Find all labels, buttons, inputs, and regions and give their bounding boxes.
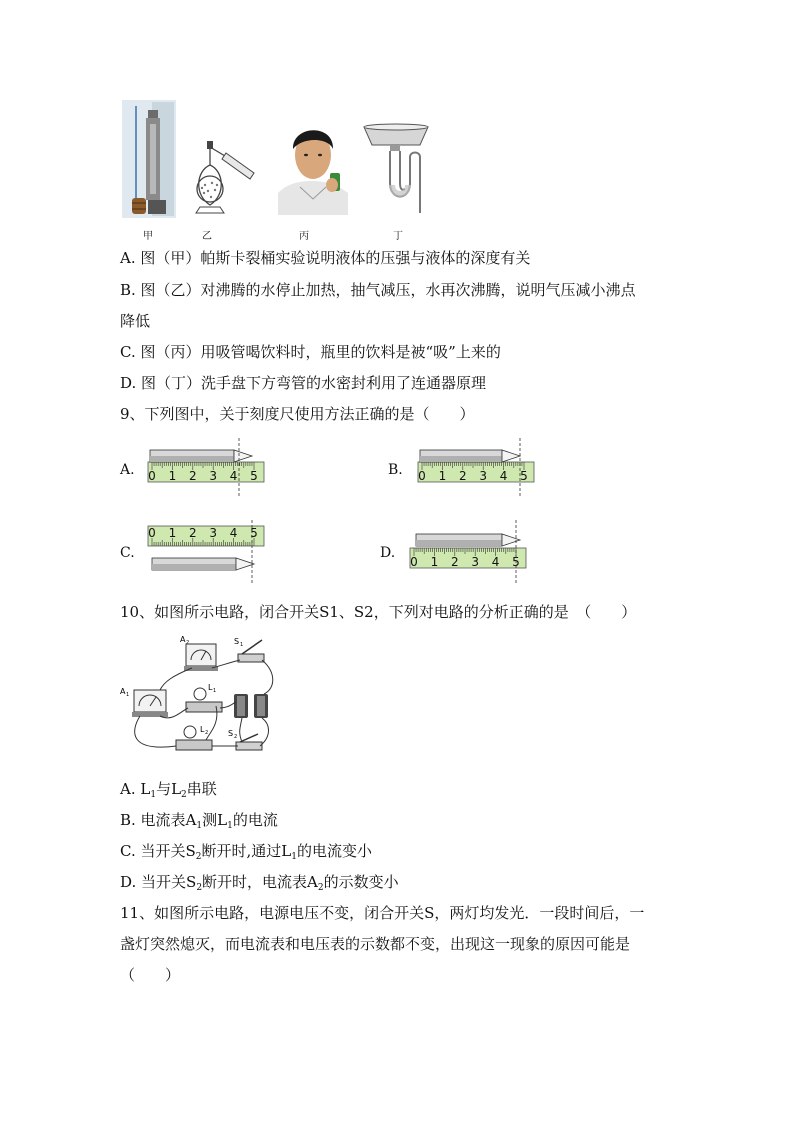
q11-stem-line-3: （ ） [120,966,181,984]
ruler-tick-label: 3 [209,469,218,483]
ruler-tick-label: 4 [499,469,508,483]
ruler-tick-label: 0 [148,469,156,483]
ruler-tick-label: 1 [430,555,439,569]
ruler-tick-label: 1 [168,469,177,483]
ruler-tick-label: 5 [250,469,258,483]
pencil-tip [236,558,254,570]
caption-ding: 丁 [393,231,403,242]
ruler-body [148,526,264,546]
q9-stem: 9、下列图中，关于刻度尺使用方法正确的是（ ） [120,405,475,423]
label-l2: L [200,725,205,734]
q8-option-a: A. 图（甲）帕斯卡裂桶实验说明液体的压强与液体的深度有关 [120,249,531,267]
label-s1: S [234,637,240,646]
ruler-figure-b [416,438,541,498]
ruler-body [418,462,534,482]
label-s2-sub: 2 [234,734,238,740]
pencil-shade [152,564,236,570]
ruler-tick-label: 1 [438,469,447,483]
ruler-body [148,462,264,482]
label-a2: A [180,635,186,644]
q9-label-d: D. [380,545,396,561]
q8-image-ding [362,123,430,215]
ruler-tick-label: 2 [188,526,197,540]
caption-bing: 丙 [299,231,309,242]
q8-option-b: B. 图（乙）对沸腾的水停止加热，抽气减压，水再次沸腾，说明气压减小沸点 [120,281,636,299]
ruler-tick-label: 0 [148,526,156,540]
ruler-tick-label: 0 [418,469,426,483]
ruler-tick-label: 1 [168,526,177,540]
q10-option-a: A. $L_1$与$L_2$串联 [120,780,217,800]
ruler-tick-label: 4 [491,555,500,569]
pencil-shade [150,456,234,462]
ruler-tick-label: 4 [229,469,238,483]
label-l2-sub: 2 [205,730,209,736]
q10-circuit-figure [120,632,282,762]
label-s1-sub: 1 [240,642,244,648]
label-a2-sub: 2 [186,640,190,646]
label-l1: L [208,683,213,692]
pencil-tip [502,450,520,462]
ruler-tick-label: 5 [512,555,520,569]
ruler-tick-label: 3 [209,526,218,540]
q8-option-b-cont: 降低 [120,312,151,330]
caption-yi: 乙 [202,231,212,242]
caption-jia: 甲 [143,231,153,242]
q10-option-b: B. 电流表$A_1$测$L_1$的电流 [120,811,278,831]
q9-label-c: C. [120,545,135,561]
q9-label-a: A. [120,462,135,478]
ruler-figure-a [146,438,271,498]
q8-image-yi [190,135,260,217]
ruler-tick-label: 3 [471,555,480,569]
ruler-tick-label: 5 [250,526,258,540]
ruler-body [410,548,526,568]
ruler-tick-label: 2 [188,469,197,483]
ruler-tick-label: 2 [450,555,459,569]
ruler-figure-d [408,520,533,585]
pencil-tip [234,450,252,462]
label-a1: A [120,687,126,696]
q10-option-c: C. 当开关$S_2$断开时,通过$L_1$的电流变小 [120,842,372,862]
ruler-figure-c [146,520,271,585]
q10-option-d: D. 当开关$S_2$断开时，电流表$A_2$的示数变小 [120,873,399,893]
q11-stem-line-2: 盏灯突然熄灭，而电流表和电压表的示数都不变，出现这一现象的原因可能是 [120,935,631,953]
pencil-tip [502,534,520,546]
q8-option-d: D. 图（丁）洗手盘下方弯管的水密封利用了连通器原理 [120,374,487,392]
label-l1-sub: 1 [213,688,217,694]
pencil-shade [420,456,502,462]
ruler-tick-label: 5 [520,469,528,483]
label-s2: S [228,729,234,738]
q11-stem-line-1: 11、如图所示电路，电源电压不变，闭合开关S，两灯均发光．一段时间后，一 [120,904,645,922]
ruler-tick-label: 3 [479,469,488,483]
q8-image-bing [278,115,348,215]
q10-stem: 10、如图所示电路，闭合开关S1、S2，下列对电路的分析正确的是 （ ） [120,603,637,621]
q9-label-b: B. [388,462,403,478]
label-a1-sub: 1 [126,692,130,698]
ruler-tick-label: 2 [458,469,467,483]
q8-option-c: C. 图（丙）用吸管喝饮料时，瓶里的饮料是被“吸”上来的 [120,343,501,361]
ruler-tick-label: 0 [410,555,418,569]
pencil-shade [416,540,502,546]
q8-image-jia [122,100,176,218]
ruler-tick-label: 4 [229,526,238,540]
